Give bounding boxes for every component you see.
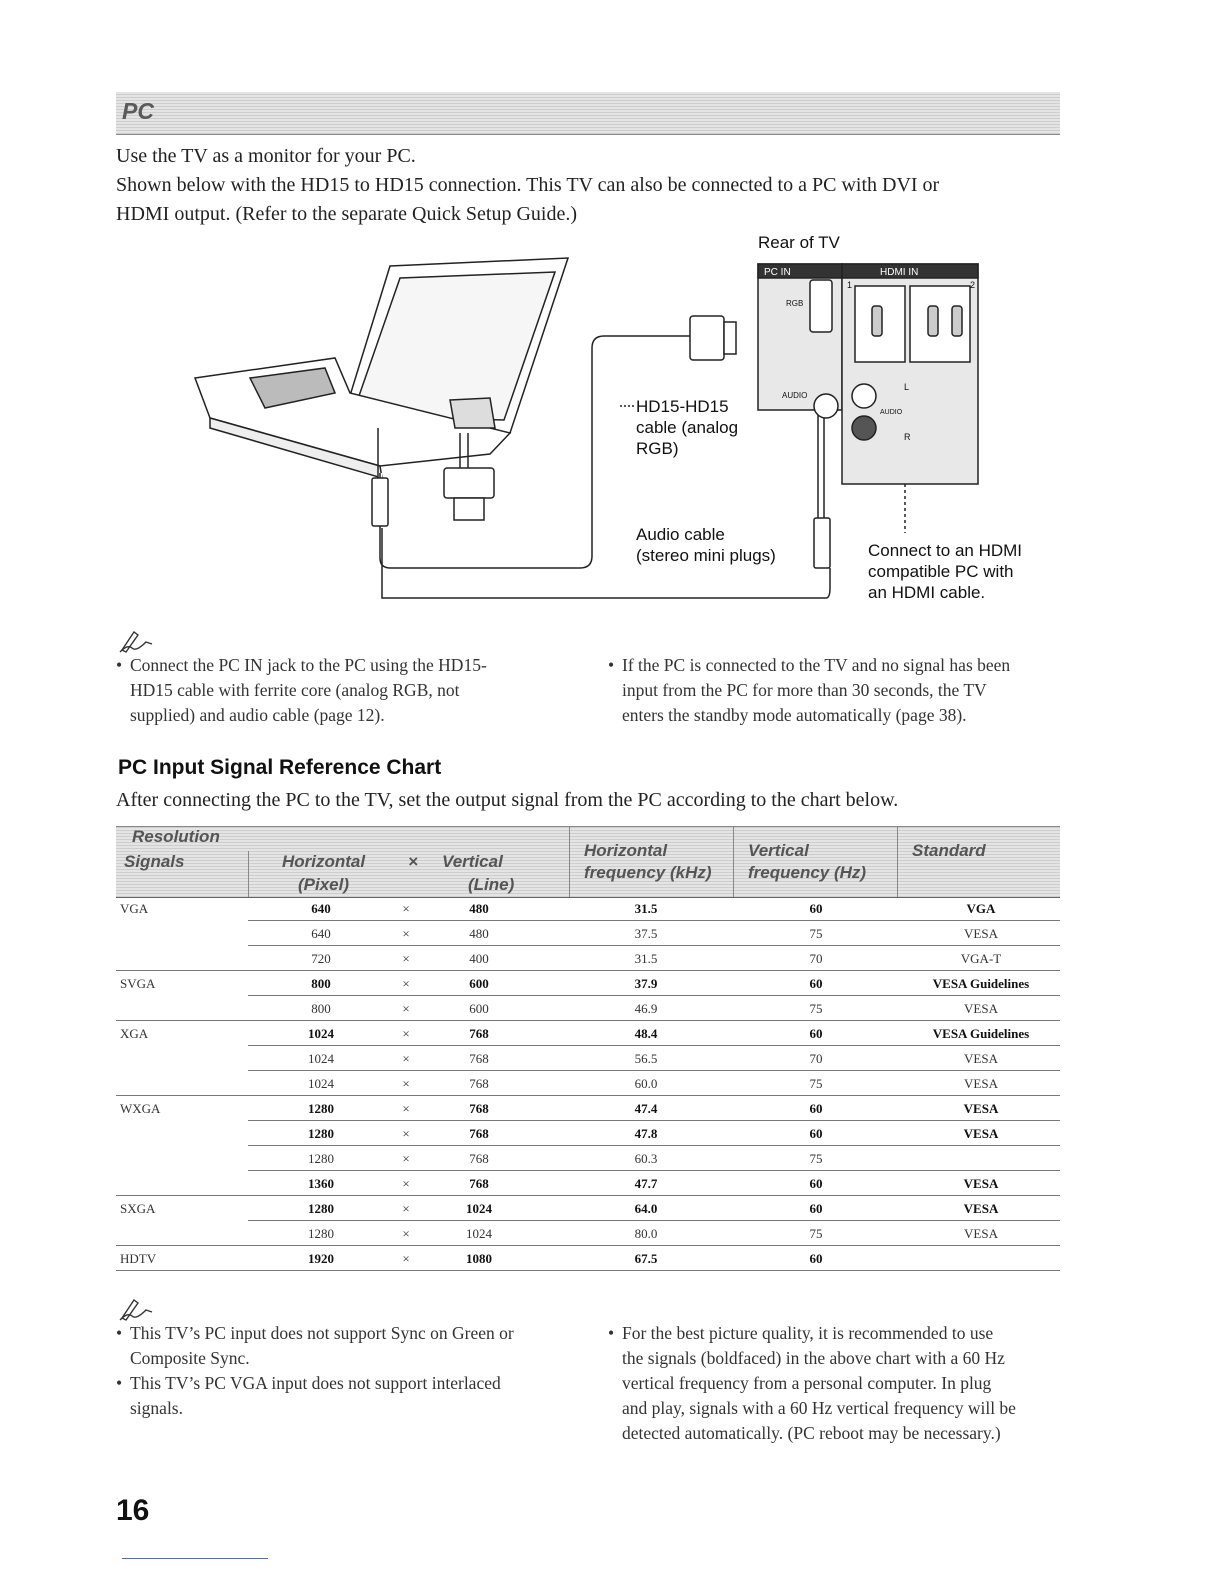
table-cell-v: 1024 — [466, 1201, 492, 1216]
table-cell-h: 1024 — [308, 1076, 334, 1091]
tv-rear-panel — [758, 264, 978, 484]
table-row — [116, 1071, 1060, 1096]
table-cell-v: 768 — [469, 1151, 489, 1166]
table-cell-h: 800 — [311, 1001, 331, 1016]
table-row — [116, 1046, 1060, 1071]
table-cell-h: 1280 — [308, 1201, 334, 1216]
table-cell-std: VESA — [963, 1101, 999, 1116]
audio-cable-label-1: Audio cable — [636, 525, 725, 544]
hdmi-port-2-label: 2 — [970, 280, 976, 290]
section-title-bar — [116, 92, 1060, 135]
hd15-cable-label-3: RGB) — [636, 439, 679, 458]
table-cell-vf: 70 — [809, 951, 823, 966]
table-cell-x: × — [402, 1201, 410, 1216]
table-cell-vf: 60 — [809, 1026, 823, 1041]
table-cell-signal: HDTV — [120, 1251, 157, 1266]
table-row — [116, 971, 1060, 996]
header-hfreq-1: Horizontal — [584, 841, 668, 860]
table-cell-vf: 75 — [809, 1151, 823, 1166]
hd15-cable-label-2: cable (analog — [636, 418, 739, 437]
pc-audio-port-label: AUDIO — [782, 391, 808, 400]
table-cell-x: × — [402, 1001, 410, 1016]
table-cell-h: 1280 — [308, 1151, 334, 1166]
header-horizontal: Horizontal — [282, 852, 366, 871]
notes-bottom-right — [608, 1321, 1060, 1446]
header-signals: Signals — [124, 852, 185, 871]
table-cell-std: VESA — [963, 1126, 999, 1141]
table-cell-hf: 37.5 — [634, 926, 658, 941]
table-row — [116, 1096, 1060, 1121]
table-cell-v: 480 — [469, 926, 489, 941]
table-cell-x: × — [402, 1076, 410, 1091]
table-cell-v: 600 — [469, 1001, 489, 1016]
table-cell-hf: 47.7 — [634, 1176, 658, 1191]
table-cell-vf: 75 — [809, 1226, 823, 1241]
note-pencil-icon — [118, 1296, 154, 1322]
hdmi-port-1-label: 1 — [847, 280, 853, 290]
table-cell-signal: VGA — [120, 901, 149, 916]
table-cell-std: VESA — [964, 926, 998, 941]
table-cell-signal: SXGA — [120, 1201, 156, 1216]
table-cell-hf: 31.5 — [634, 951, 658, 966]
table-cell-h: 800 — [311, 976, 331, 991]
table-cell-h: 1280 — [308, 1226, 334, 1241]
table-cell-v: 1024 — [466, 1226, 492, 1241]
table-cell-hf: 37.9 — [634, 976, 658, 991]
table-cell-hf: 46.9 — [634, 1001, 658, 1016]
table-cell-hf: 48.4 — [634, 1026, 658, 1041]
intro-line-3: HDMI output. (Refer to the separate Quick Setup Guide.) — [116, 203, 577, 225]
table-cell-x: × — [402, 1026, 410, 1041]
table-row — [116, 1221, 1060, 1246]
hdmi-audio-label: AUDIO — [880, 409, 903, 416]
table-cell-v: 480 — [469, 901, 489, 916]
table-cell-std: VESA — [963, 1176, 999, 1191]
audio-r-label: R — [904, 432, 911, 442]
table-cell-h: 720 — [311, 951, 331, 966]
note-item: • If the PC is connected to the TV and no signal has been input from the PC for more than 30 seconds, the TV enters the standby mode automatically (page 38). — [608, 653, 1060, 728]
table-cell-v: 768 — [469, 1051, 489, 1066]
rgb-port-label: RGB — [786, 299, 804, 308]
chart-heading: PC Input Signal Reference Chart — [118, 756, 442, 779]
table-cell-vf: 60 — [809, 1126, 823, 1141]
table-row — [116, 996, 1060, 1021]
table-cell-vf: 60 — [809, 1176, 823, 1191]
note-item: • This TV’s PC input does not support Sync on Green or Composite Sync. — [116, 1321, 586, 1371]
intro-line-1: Use the TV as a monitor for your PC. — [116, 145, 416, 167]
table-cell-h: 1280 — [308, 1101, 334, 1116]
table-cell-std: VESA Guidelines — [932, 976, 1030, 991]
table-cell-v: 768 — [469, 1076, 489, 1091]
table-cell-x: × — [402, 901, 410, 916]
table-cell-x: × — [402, 1226, 410, 1241]
table-cell-vf: 70 — [809, 1051, 823, 1066]
table-cell-vf: 60 — [809, 1251, 823, 1266]
table-cell-v: 1080 — [466, 1251, 492, 1266]
header-pixel: (Pixel) — [298, 875, 350, 894]
table-cell-x: × — [402, 1101, 410, 1116]
note-item: • For the best picture quality, it is recommended to use the signals (boldfaced) in the above chart with a 60 Hz vertical frequency from a personal computer. In plug and play, signals with a 60 Hz vertical frequency will be detected automatically. (PC reboot may be necessary.) — [608, 1321, 1060, 1446]
table-cell-h: 640 — [311, 901, 331, 916]
table-row — [116, 1196, 1060, 1221]
table-cell-x: × — [402, 1151, 410, 1166]
pc-in-label: PC IN — [764, 267, 791, 278]
table-cell-x: × — [402, 1126, 410, 1141]
hdmi-note-1: Connect to an HDMI — [868, 541, 1023, 560]
table-cell-hf: 60.3 — [634, 1151, 658, 1166]
table-cell-vf: 60 — [809, 1201, 823, 1216]
table-cell-v: 768 — [469, 1026, 489, 1041]
table-cell-x: × — [402, 1176, 410, 1191]
table-cell-std: VESA Guidelines — [932, 1026, 1030, 1041]
header-vertical: Vertical — [442, 852, 503, 871]
audio-l-label: L — [904, 382, 910, 392]
hdmi-note-3: an HDMI cable. — [868, 583, 986, 602]
section-title: PC — [122, 98, 154, 124]
table-cell-x: × — [402, 976, 410, 991]
table-cell-std: VESA — [964, 1226, 998, 1241]
notes-top-left — [116, 653, 586, 728]
header-line: (Line) — [468, 875, 515, 894]
table-cell-std: VESA — [964, 1051, 998, 1066]
table-cell-h: 640 — [311, 926, 331, 941]
hdmi-note-2: compatible PC with — [868, 562, 1014, 581]
table-cell-h: 1024 — [308, 1026, 334, 1041]
table-row — [116, 921, 1060, 946]
table-cell-std: VGA — [966, 901, 996, 916]
table-cell-signal: SVGA — [120, 976, 156, 991]
table-cell-vf: 60 — [809, 901, 823, 916]
header-standard: Standard — [912, 841, 986, 860]
table-cell-h: 1360 — [308, 1176, 334, 1191]
rear-of-tv-label: Rear of TV — [758, 233, 840, 252]
header-times: × — [408, 852, 418, 871]
notes-bottom-left — [116, 1321, 586, 1421]
table-cell-vf: 75 — [809, 1001, 823, 1016]
table-cell-hf: 80.0 — [634, 1226, 658, 1241]
table-cell-h: 1920 — [308, 1251, 334, 1266]
table-cell-h: 1024 — [308, 1051, 334, 1066]
note-item: • Connect the PC IN jack to the PC using the HD15- HD15 cable with ferrite core (analog RGB, not supplied) and audio cable (page 12). — [116, 653, 586, 728]
note-item: • This TV’s PC VGA input does not support interlaced signals. — [116, 1371, 586, 1421]
table-cell-signal: WXGA — [120, 1101, 161, 1116]
table-row — [116, 946, 1060, 971]
table-cell-x: × — [402, 1051, 410, 1066]
header-hfreq-2: frequency (kHz) — [584, 863, 712, 882]
table-row — [116, 896, 1060, 921]
table-cell-x: × — [402, 1251, 410, 1266]
table-cell-std: VGA-T — [960, 951, 1002, 966]
table-cell-vf: 75 — [809, 1076, 823, 1091]
table-cell-signal: XGA — [120, 1026, 149, 1041]
table-row — [116, 1171, 1060, 1196]
audio-cable-label-2: (stereo mini plugs) — [636, 546, 776, 565]
table-cell-x: × — [402, 926, 410, 941]
table-cell-std: VESA — [963, 1201, 999, 1216]
table-cell-std: VESA — [964, 1001, 998, 1016]
table-cell-std: VESA — [964, 1076, 998, 1091]
table-cell-v: 400 — [469, 951, 489, 966]
header-resolution: Resolution — [132, 827, 220, 846]
table-cell-v: 600 — [469, 976, 489, 991]
signal-table-body — [116, 896, 1060, 1271]
table-row — [116, 1246, 1060, 1271]
table-cell-hf: 67.5 — [634, 1251, 658, 1266]
notes-top-right — [608, 653, 1060, 728]
header-vfreq-2: frequency (Hz) — [748, 863, 867, 882]
page-number: 16 — [116, 1494, 150, 1527]
row-divider — [116, 1270, 1060, 1271]
table-cell-hf: 31.5 — [634, 901, 658, 916]
chart-intro: After connecting the PC to the TV, set the output signal from the PC according to the chart below. — [116, 789, 899, 811]
hdmi-in-label: HDMI IN — [880, 267, 919, 278]
table-cell-h: 1280 — [308, 1126, 334, 1141]
signal-table-header — [116, 826, 1060, 898]
footer-rule — [122, 1558, 268, 1559]
table-row — [116, 1121, 1060, 1146]
table-cell-hf: 47.8 — [634, 1126, 658, 1141]
table-cell-hf: 64.0 — [634, 1201, 658, 1216]
table-row — [116, 1146, 1060, 1171]
table-cell-vf: 60 — [809, 976, 823, 991]
table-row — [116, 1021, 1060, 1046]
table-cell-hf: 60.0 — [634, 1076, 658, 1091]
table-cell-v: 768 — [469, 1101, 489, 1116]
intro-line-2: Shown below with the HD15 to HD15 connection. This TV can also be connected to a PC with DVI or — [116, 174, 940, 196]
table-cell-hf: 56.5 — [634, 1051, 658, 1066]
table-cell-vf: 75 — [809, 926, 823, 941]
laptop-illustration — [195, 258, 568, 478]
table-cell-v: 768 — [469, 1176, 489, 1191]
connection-diagram — [150, 228, 1050, 628]
hd15-cable-label-1: HD15-HD15 — [636, 397, 729, 416]
table-cell-v: 768 — [469, 1126, 489, 1141]
note-pencil-icon — [118, 628, 154, 654]
table-cell-x: × — [402, 951, 410, 966]
header-vfreq-1: Vertical — [748, 841, 809, 860]
table-cell-hf: 47.4 — [634, 1101, 658, 1116]
table-cell-vf: 60 — [809, 1101, 823, 1116]
